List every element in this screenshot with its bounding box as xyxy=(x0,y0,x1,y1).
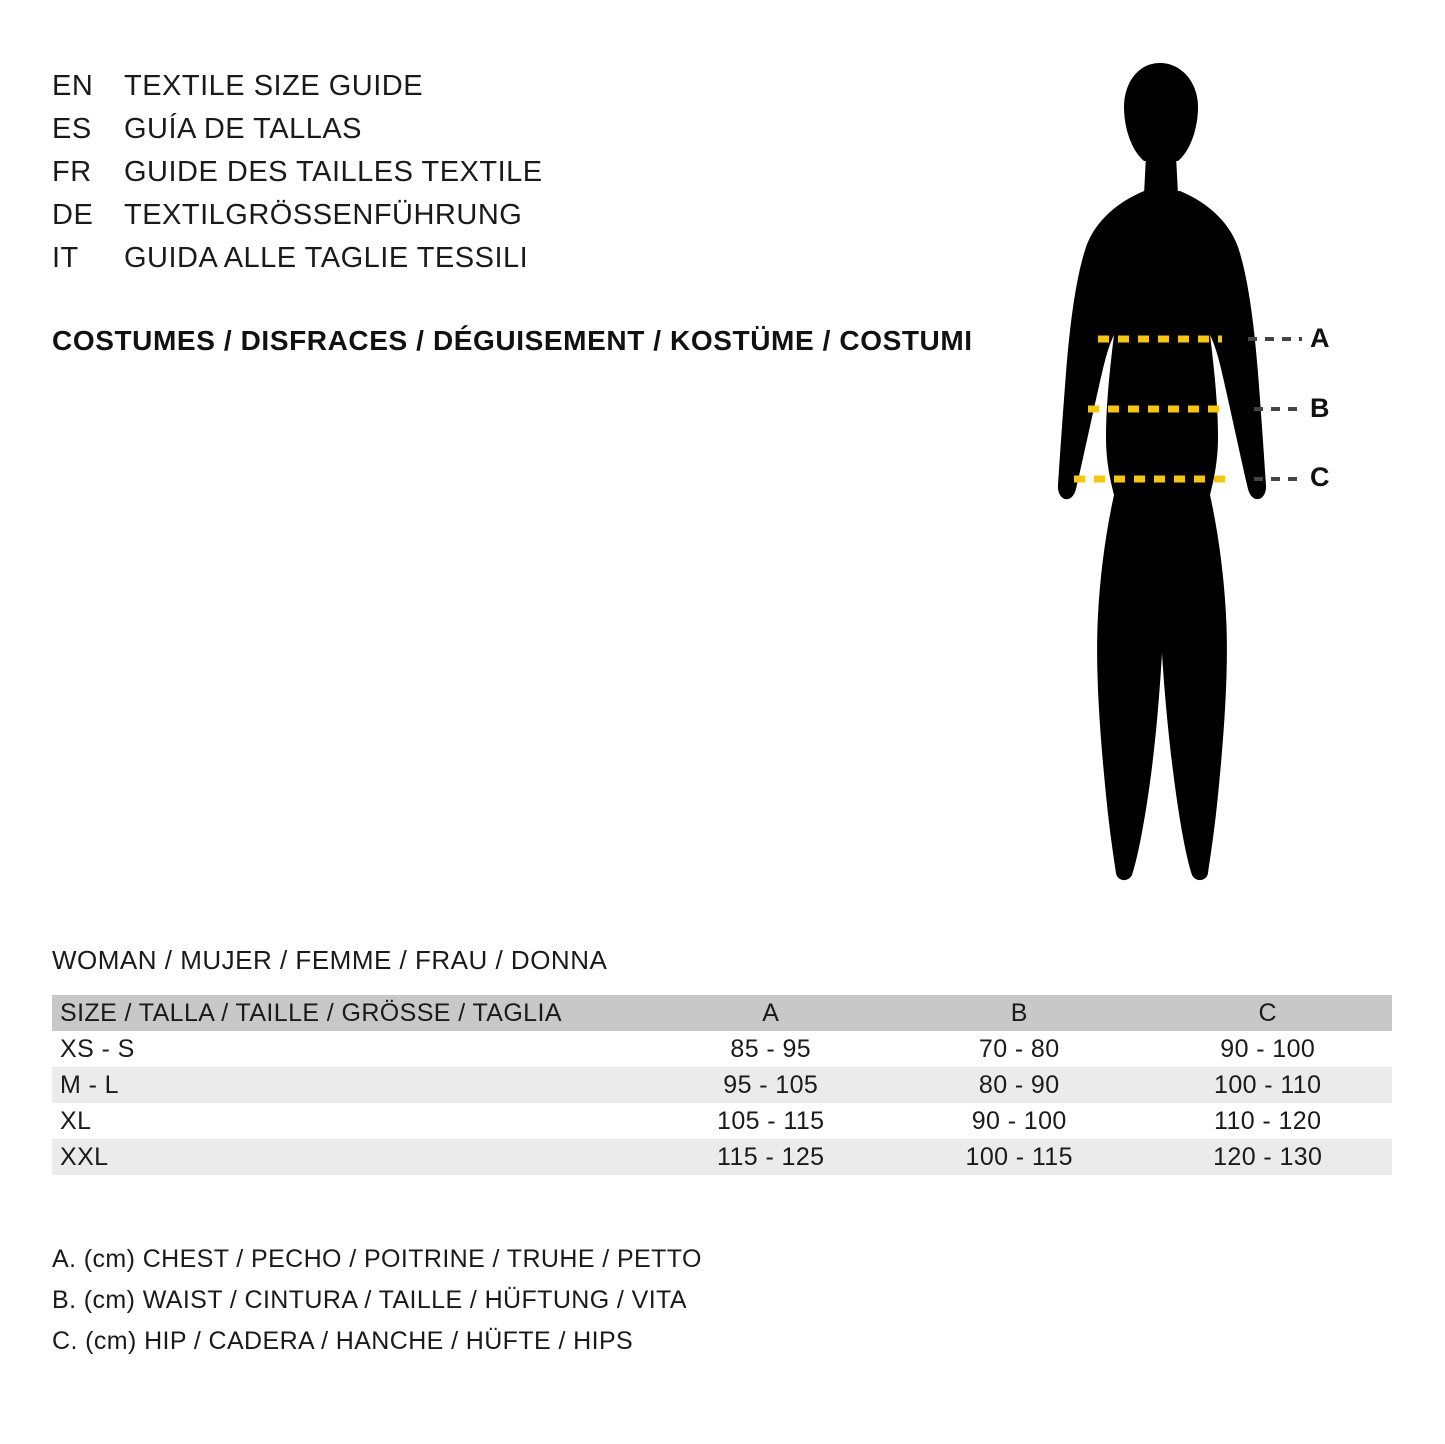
language-code: DE xyxy=(52,199,94,231)
language-row xyxy=(52,242,543,285)
cell-a: 85 - 95 xyxy=(730,1034,812,1063)
marker-label-c: C xyxy=(1310,462,1330,492)
language-row xyxy=(52,156,543,199)
table-row xyxy=(52,1031,1392,1067)
language-code: EN xyxy=(52,70,94,102)
cell-size: XL xyxy=(60,1106,92,1135)
cell-c: 120 - 130 xyxy=(1213,1142,1323,1171)
table-header-a: A xyxy=(762,998,780,1027)
table-header-size: SIZE / TALLA / TAILLE / GRÖSSE / TAGLIA xyxy=(60,998,562,1027)
cell-b: 70 - 80 xyxy=(978,1034,1060,1063)
cell-c: 100 - 110 xyxy=(1214,1070,1322,1099)
cell-a: 115 - 125 xyxy=(717,1142,825,1171)
table-row xyxy=(52,1103,1392,1139)
legend-line-c: C. (cm) HIP / CADERA / HANCHE / HÜFTE / HIPS xyxy=(52,1327,634,1355)
language-text: GUIDA ALLE TAGLIE TESSILI xyxy=(124,242,529,274)
cell-b: 100 - 115 xyxy=(965,1142,1073,1171)
language-text: GUÍA DE TALLAS xyxy=(124,113,363,145)
language-list xyxy=(52,70,543,285)
table-header-b: B xyxy=(1010,998,1028,1027)
cell-c: 110 - 120 xyxy=(1214,1106,1322,1135)
cell-size: XS - S xyxy=(60,1034,135,1063)
table-header-row xyxy=(52,995,1392,1031)
language-code: FR xyxy=(52,156,92,188)
language-text: TEXTILE SIZE GUIDE xyxy=(124,70,424,102)
language-text: TEXTILGRÖSSENFÜHRUNG xyxy=(124,199,523,231)
cell-b: 80 - 90 xyxy=(978,1070,1060,1099)
legend-line-b: B. (cm) WAIST / CINTURA / TAILLE / HÜFTUNG / VITA xyxy=(52,1286,687,1314)
legend-line-a: A. (cm) CHEST / PECHO / POITRINE / TRUHE / PETTO xyxy=(52,1245,702,1273)
marker-label-b: B xyxy=(1310,393,1330,423)
language-code: IT xyxy=(52,242,79,274)
table-header-c: C xyxy=(1258,998,1277,1027)
cell-c: 90 - 100 xyxy=(1220,1034,1316,1063)
marker-label-a: A xyxy=(1310,323,1330,353)
category-line: COSTUMES / DISFRACES / DÉGUISEMENT / KOSTÜME / COSTUMI xyxy=(52,325,973,356)
measurement-legend xyxy=(52,1245,702,1368)
table-row xyxy=(52,1067,1392,1103)
language-row xyxy=(52,113,543,156)
language-row xyxy=(52,199,543,242)
language-code: ES xyxy=(52,113,92,145)
cell-b: 90 - 100 xyxy=(971,1106,1067,1135)
table-title: WOMAN / MUJER / FEMME / FRAU / DONNA xyxy=(52,945,608,975)
cell-a: 95 - 105 xyxy=(723,1070,819,1099)
language-row xyxy=(52,70,543,113)
cell-size: XXL xyxy=(60,1142,109,1171)
table-row xyxy=(52,1139,1392,1175)
language-text: GUIDE DES TAILLES TEXTILE xyxy=(124,156,543,188)
size-table xyxy=(52,995,1392,1175)
female-silhouette-icon xyxy=(1010,55,1390,885)
cell-a: 105 - 115 xyxy=(717,1106,825,1135)
cell-size: M - L xyxy=(60,1070,119,1099)
body-figure xyxy=(1010,55,1390,885)
